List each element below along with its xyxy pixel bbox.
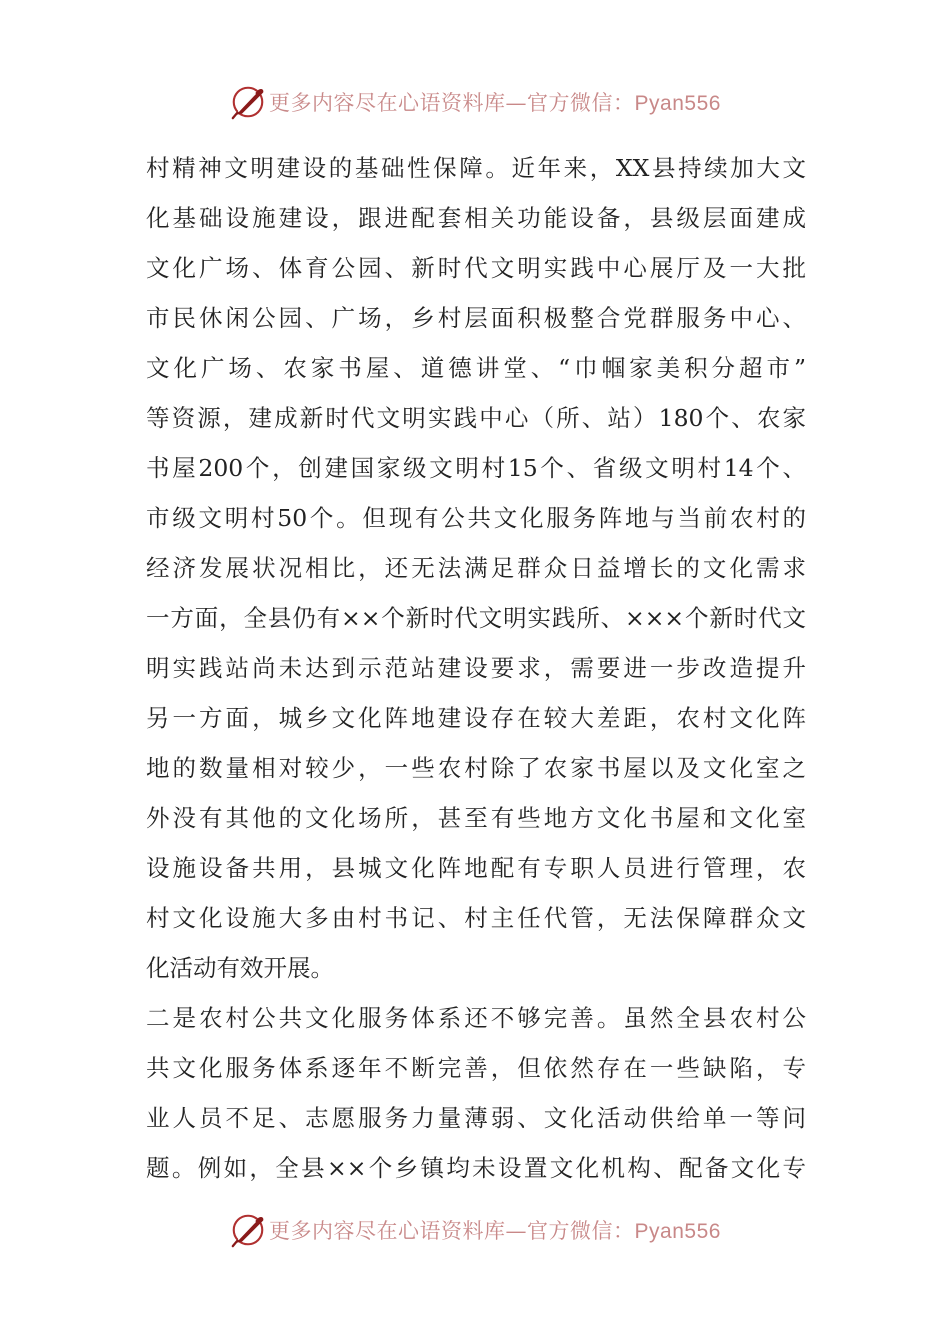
quill-pen-logo-icon bbox=[229, 1211, 267, 1249]
body-line: 村文化设施大多由村书记、村主任代管，无法保障群众文 bbox=[146, 904, 806, 932]
body-line: 市民休闲公园、广场，乡村层面积极整合党群服务中心、 bbox=[146, 304, 806, 332]
body-line: 业人员不足、志愿服务力量薄弱、文化活动供给单一等问 bbox=[146, 1104, 806, 1132]
body-line: 一方面，全县仍有××个新时代文明实践所、×××个新时代文 bbox=[146, 604, 806, 632]
body-line: 文化广场、体育公园、新时代文明实践中心展厅及一大批 bbox=[146, 254, 806, 282]
body-line: 设施设备共用，县城文化阵地配有专职人员进行管理，农 bbox=[146, 854, 806, 882]
body-line: 市级文明村50个。但现有公共文化服务阵地与当前农村的 bbox=[146, 504, 806, 532]
header-banner bbox=[0, 80, 950, 124]
header-banner-text bbox=[269, 87, 721, 117]
quill-pen-logo-icon bbox=[229, 83, 267, 121]
body-line: 明实践站尚未达到示范站建设要求，需要进一步改造提升 bbox=[146, 654, 806, 682]
footer-banner bbox=[0, 1208, 950, 1252]
footer-wechat-id: Pyan556 bbox=[634, 1220, 721, 1243]
footer-banner-label: 更多内容尽在心语资料库—官方微信： bbox=[269, 1219, 635, 1243]
body-line: 村精神文明建设的基础性保障。近年来，XX县持续加大文 bbox=[146, 154, 806, 182]
document-body bbox=[146, 143, 806, 1193]
body-line: 书屋200个，创建国家级文明村15个、省级文明村14个、 bbox=[146, 454, 806, 482]
body-line: 文化广场、农家书屋、道德讲堂、“巾帼家美积分超市” bbox=[146, 354, 806, 382]
body-line-paragraph-end: 化活动有效开展。 bbox=[146, 954, 334, 982]
body-line: 外没有其他的文化场所，甚至有些地方文化书屋和文化室 bbox=[146, 804, 806, 832]
body-line: 题。例如，全县××个乡镇均未设置文化机构、配备文化专 bbox=[146, 1154, 806, 1182]
body-line: 地的数量相对较少，一些农村除了农家书屋以及文化室之 bbox=[146, 754, 806, 782]
body-line: 共文化服务体系逐年不断完善，但依然存在一些缺陷，专 bbox=[146, 1054, 806, 1082]
body-line: 另一方面，城乡文化阵地建设存在较大差距，农村文化阵 bbox=[146, 704, 806, 732]
body-line: 化基础设施建设，跟进配套相关功能设备，县级层面建成 bbox=[146, 204, 806, 232]
body-line: 二是农村公共文化服务体系还不够完善。虽然全县农村公 bbox=[146, 1004, 806, 1032]
footer-banner-text bbox=[269, 1215, 721, 1245]
body-line: 经济发展状况相比，还无法满足群众日益增长的文化需求 bbox=[146, 554, 806, 582]
body-line: 等资源，建成新时代文明实践中心（所、站）180个、农家 bbox=[146, 404, 806, 432]
header-banner-label: 更多内容尽在心语资料库—官方微信： bbox=[269, 91, 635, 115]
header-wechat-id: Pyan556 bbox=[634, 92, 721, 115]
